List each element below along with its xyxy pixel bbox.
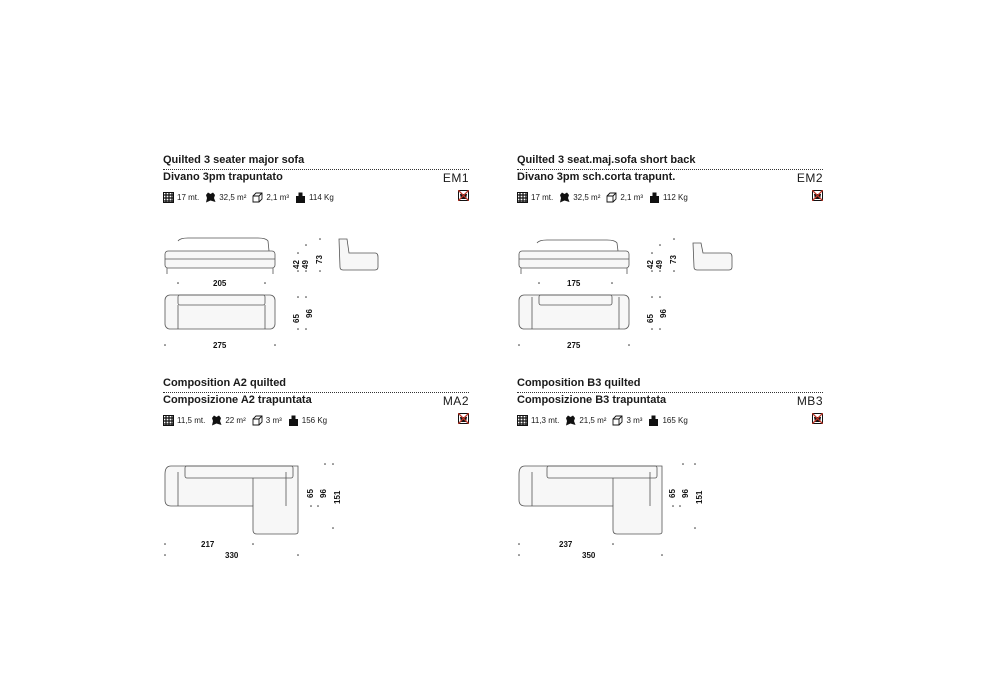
dim-seat-height: 42 [646,260,655,269]
spec-weight: 112 Kg [649,192,688,203]
leather-icon [559,192,570,203]
product-title-en: Composition B3 quilted [517,377,641,389]
dim-seat-height: 42 [292,260,301,269]
dim-total-depth: 151 [695,490,704,504]
sofa-side-view [339,239,378,270]
spec-leather: 32,5 m² [559,192,600,203]
dim-total-depth: 151 [333,490,342,504]
spec-row [163,190,340,204]
volume-icon [606,192,617,203]
dim-depth: 96 [659,309,668,318]
sofa-front-view [165,238,275,274]
spec-leather: 32,5 m² [205,192,246,203]
weight-icon [288,415,299,426]
spec-fabric: 17 mt. [163,192,199,203]
spec-volume: 2,1 m³ [606,192,643,203]
dim-depth: 96 [305,309,314,318]
dim-seat-depth: 65 [668,489,677,498]
product-code: EM1 [442,171,469,185]
dim-inner-width: 205 [213,279,227,288]
product-title-en: Quilted 3 seater major sofa [163,154,305,166]
product-code: MA2 [442,394,469,408]
weight-icon [649,192,660,203]
technical-drawing [163,237,469,357]
dim-inner-width: 217 [201,540,215,549]
fabric-icon [517,415,528,426]
no-wash-icon [812,413,823,424]
technical-drawing [517,462,823,592]
technical-drawing [163,462,469,592]
product-title-it: Divano 3pm trapuntato [163,171,283,183]
dim-arm-height: 49 [655,260,664,269]
dim-back-height: 73 [315,255,324,264]
sofa-side-view [693,243,732,270]
spec-weight: 165 Kg [648,415,687,426]
dim-seat-depth: 65 [292,314,301,323]
sofa-plan-view [165,295,275,329]
dim-seat-depth: 65 [646,314,655,323]
dim-total-width: 350 [582,551,596,560]
product-title-it: Composizione A2 trapuntata [163,394,312,406]
no-wash-icon [812,190,823,201]
dim-inner-width: 237 [559,540,573,549]
dim-seat-depth: 65 [306,489,315,498]
spec-volume: 3 m³ [252,415,282,426]
product-code: EM2 [796,171,823,185]
product-code: MB3 [796,394,823,408]
dim-total-width: 330 [225,551,239,560]
product-title-en: Quilted 3 seat.maj.sofa short back [517,154,696,166]
dim-arm-height: 49 [301,260,310,269]
dim-depth: 96 [319,489,328,498]
spec-leather: 21,5 m² [565,415,606,426]
no-wash-icon [458,190,469,201]
fabric-icon [163,415,174,426]
dim-total-width: 275 [567,341,581,350]
fabric-icon [517,192,528,203]
dotted-divider [517,392,823,393]
leather-icon [565,415,576,426]
dim-back-height: 73 [669,255,678,264]
spec-row [517,413,694,427]
dim-total-width: 275 [213,341,227,350]
weight-icon [295,192,306,203]
composition-plan-view [519,466,662,534]
spec-fabric: 11,5 mt. [163,415,205,426]
leather-icon [211,415,222,426]
product-title-it: Divano 3pm sch.corta trapunt. [517,171,676,183]
spec-row [163,413,333,427]
no-wash-icon [458,413,469,424]
spec-volume: 3 m³ [612,415,642,426]
spec-fabric: 11,3 mt. [517,415,559,426]
volume-icon [252,192,263,203]
dotted-divider [163,169,469,170]
spec-leather: 22 m² [211,415,245,426]
sofa-front-view [519,240,629,274]
product-title-it: Composizione B3 trapuntata [517,394,667,406]
spec-volume: 2,1 m³ [252,192,289,203]
dim-inner-width: 175 [567,279,581,288]
weight-icon [648,415,659,426]
spec-weight: 114 Kg [295,192,334,203]
spec-fabric: 17 mt. [517,192,553,203]
fabric-icon [163,192,174,203]
dotted-divider [163,392,469,393]
product-title-en: Composition A2 quilted [163,377,287,389]
dotted-divider [517,169,823,170]
spec-weight: 156 Kg [288,415,327,426]
volume-icon [252,415,263,426]
dim-depth: 96 [681,489,690,498]
spec-row [517,190,694,204]
leather-icon [205,192,216,203]
technical-drawing [517,237,823,357]
composition-plan-view [165,466,298,534]
volume-icon [612,415,623,426]
sofa-plan-view [519,295,629,329]
